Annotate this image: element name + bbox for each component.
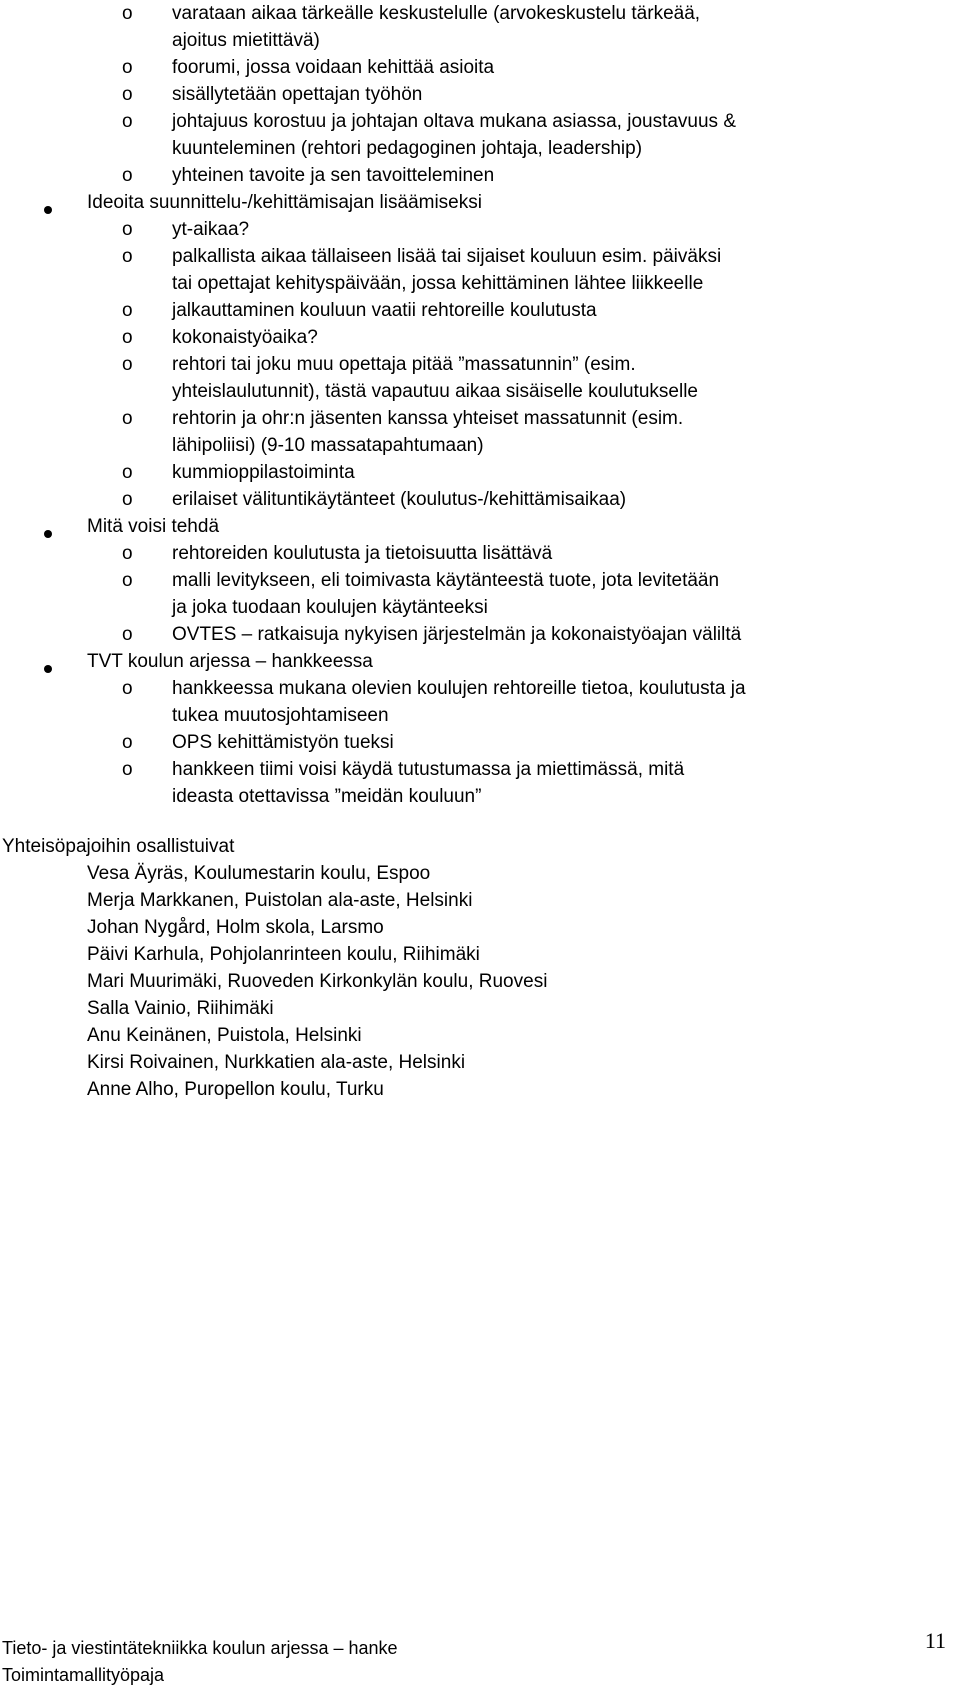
list-item-continuation: ideasta otettavissa ”meidän kouluun” bbox=[172, 786, 482, 807]
sub-bullet-marker: o bbox=[122, 462, 133, 483]
participant-name: Johan Nygård, Holm skola, Larsmo bbox=[87, 917, 384, 938]
bullet-marker bbox=[44, 206, 52, 214]
list-item: johtajuus korostuu ja johtajan oltava mukana asiassa, joustavuus & bbox=[172, 111, 737, 132]
list-item: erilaiset välituntikäytänteet (koulutus-/kehittämisaikaa) bbox=[172, 489, 627, 510]
list-item: kummioppilastoiminta bbox=[172, 462, 355, 483]
list-item-continuation: lähipoliisi) (9-10 massatapahtumaan) bbox=[172, 435, 484, 456]
sub-bullet-marker: o bbox=[122, 57, 133, 78]
sub-bullet-marker: o bbox=[122, 570, 133, 591]
participant-name: Salla Vainio, Riihimäki bbox=[87, 998, 274, 1019]
section-bullet-item: Ideoita suunnittelu-/kehittämisajan lisäämiseksi bbox=[87, 192, 482, 213]
participant-name: Anu Keinänen, Puistola, Helsinki bbox=[87, 1025, 362, 1046]
participant-name: Vesa Äyräs, Koulumestarin koulu, Espoo bbox=[87, 863, 431, 884]
sub-bullet-marker: o bbox=[122, 543, 133, 564]
sub-bullet-marker: o bbox=[122, 3, 133, 24]
list-item: rehtorin ja ohr:n jäsenten kanssa yhteiset massatunnit (esim. bbox=[172, 408, 684, 429]
list-item-continuation: ja joka tuodaan koulujen käytänteeksi bbox=[172, 597, 488, 618]
bullet-marker bbox=[44, 530, 52, 538]
footer-workshop-title: Toimintamallityöpaja bbox=[2, 1665, 165, 1685]
list-item: malli levitykseen, eli toimivasta käytänteestä tuote, jota levitetään bbox=[172, 570, 720, 591]
sub-bullet-marker: o bbox=[122, 759, 133, 780]
list-item: yt-aikaa? bbox=[172, 219, 250, 240]
participant-name: Mari Muurimäki, Ruoveden Kirkonkylän koulu, Ruovesi bbox=[87, 971, 548, 992]
sub-bullet-marker: o bbox=[122, 246, 133, 267]
section-bullet-item: TVT koulun arjessa – hankkeessa bbox=[87, 651, 373, 672]
list-item: hankkeessa mukana olevien koulujen rehtoreille tietoa, koulutusta ja bbox=[172, 678, 746, 699]
sub-bullet-marker: o bbox=[122, 300, 133, 321]
list-item: yhteinen tavoite ja sen tavoitteleminen bbox=[172, 165, 495, 186]
section-bullet-item: Mitä voisi tehdä bbox=[87, 516, 220, 537]
list-item: rehtoreiden koulutusta ja tietoisuutta lisättävä bbox=[172, 543, 553, 564]
participant-name: Merja Markkanen, Puistolan ala-aste, Helsinki bbox=[87, 890, 473, 911]
sub-bullet-marker: o bbox=[122, 624, 133, 645]
sub-bullet-marker: o bbox=[122, 84, 133, 105]
list-item-continuation: ajoitus mietittävä) bbox=[172, 30, 320, 51]
sub-bullet-marker: o bbox=[122, 111, 133, 132]
sub-bullet-marker: o bbox=[122, 327, 133, 348]
sub-bullet-marker: o bbox=[122, 408, 133, 429]
bullet-marker bbox=[44, 665, 52, 673]
list-item: palkallista aikaa tällaiseen lisää tai sijaiset kouluun esim. päiväksi bbox=[172, 246, 722, 267]
footer-project-title: Tieto- ja viestintätekniikka koulun arjessa – hanke bbox=[2, 1638, 398, 1658]
list-item: hankkeen tiimi voisi käydä tutustumassa ja miettimässä, mitä bbox=[172, 759, 685, 780]
participants-heading: Yhteisöpajoihin osallistuivat bbox=[2, 836, 235, 857]
page-number: 11 bbox=[924, 1628, 946, 1653]
list-item: OVTES – ratkaisuja nykyisen järjestelmän ja kokonaistyöajan väliltä bbox=[172, 624, 742, 645]
sub-bullet-marker: o bbox=[122, 354, 133, 375]
list-item: rehtori tai joku muu opettaja pitää ”massatunnin” (esim. bbox=[172, 354, 636, 375]
participant-name: Anne Alho, Puropellon koulu, Turku bbox=[87, 1079, 384, 1100]
sub-bullet-marker: o bbox=[122, 489, 133, 510]
sub-bullet-marker: o bbox=[122, 678, 133, 699]
list-item-continuation: yhteislaulutunnit), tästä vapautuu aikaa sisäiselle koulutukselle bbox=[172, 381, 698, 402]
sub-bullet-marker: o bbox=[122, 219, 133, 240]
list-item-continuation: kuunteleminen (rehtori pedagoginen johtaja, leadership) bbox=[172, 138, 643, 159]
sub-bullet-marker: o bbox=[122, 732, 133, 753]
sub-bullet-marker: o bbox=[122, 165, 133, 186]
participant-name: Kirsi Roivainen, Nurkkatien ala-aste, Helsinki bbox=[87, 1052, 466, 1073]
list-item: varataan aikaa tärkeälle keskustelulle (arvokeskustelu tärkeää, bbox=[172, 3, 701, 24]
list-item: sisällytetään opettajan työhön bbox=[172, 84, 423, 105]
participant-name: Päivi Karhula, Pohjolanrinteen koulu, Riihimäki bbox=[87, 944, 480, 965]
list-item-continuation: tai opettajat kehityspäivään, jossa kehittäminen lähtee liikkeelle bbox=[172, 273, 704, 294]
list-item: foorumi, jossa voidaan kehittää asioita bbox=[172, 57, 495, 78]
list-item: OPS kehittämistyön tueksi bbox=[172, 732, 394, 753]
list-item: kokonaistyöaika? bbox=[172, 327, 318, 348]
list-item-continuation: tukea muutosjohtamiseen bbox=[172, 705, 389, 726]
list-item: jalkauttaminen kouluun vaatii rehtoreille koulutusta bbox=[172, 300, 597, 321]
